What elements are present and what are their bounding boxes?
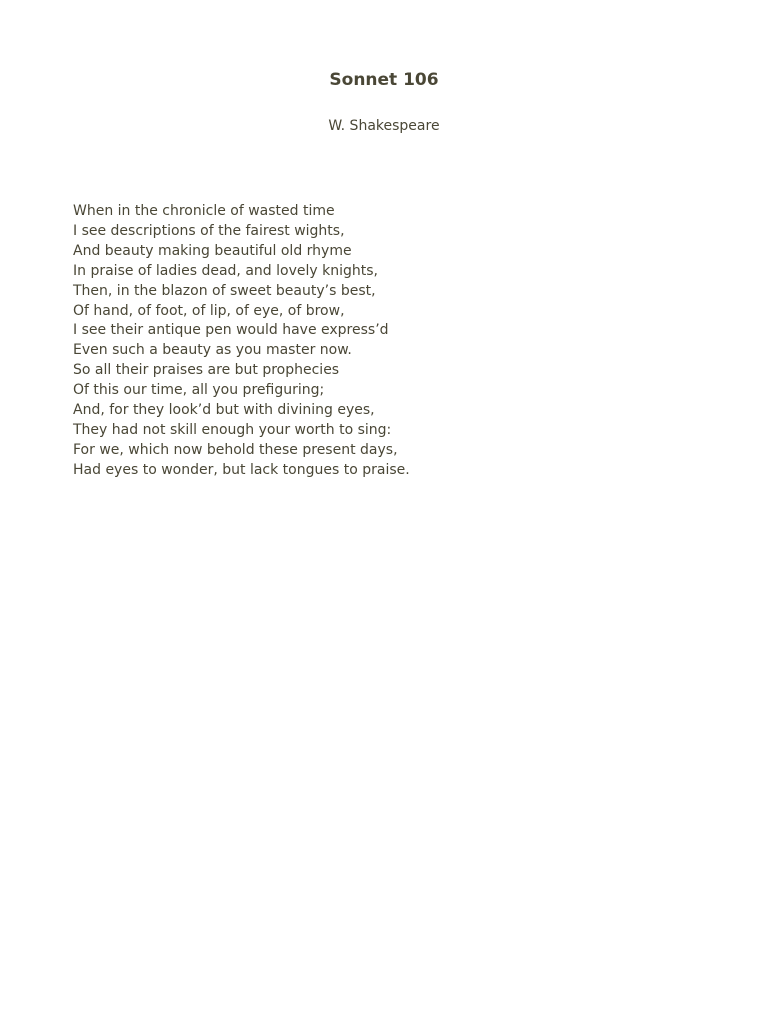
poem-line: So all their praises are but prophecies bbox=[73, 362, 340, 379]
poem-line: I see their antique pen would have express’d bbox=[73, 322, 389, 339]
poem-author: W. Shakespeare bbox=[328, 118, 440, 134]
poem-line: Then, in the blazon of sweet beauty’s best, bbox=[73, 282, 376, 299]
poem-line: They had not skill enough your worth to sing: bbox=[73, 421, 392, 438]
poem-line: For we, which now behold these present days, bbox=[73, 441, 398, 458]
poem-line: Had eyes to wonder, but lack tongues to praise. bbox=[73, 461, 410, 478]
poem-line: And beauty making beautiful old rhyme bbox=[73, 242, 352, 259]
poem-body bbox=[73, 202, 410, 481]
poem-line: I see descriptions of the fairest wights, bbox=[73, 222, 345, 239]
poem-line: In praise of ladies dead, and lovely knights, bbox=[73, 262, 378, 279]
poem-line: Of this our time, all you prefiguring; bbox=[73, 382, 325, 399]
poem-line: Even such a beauty as you master now. bbox=[73, 342, 352, 359]
poem-title: Sonnet 106 bbox=[329, 70, 439, 90]
poem-line: When in the chronicle of wasted time bbox=[73, 203, 335, 219]
poem-line: Of hand, of foot, of lip, of eye, of brow, bbox=[73, 302, 345, 319]
poem-line: And, for they look’d but with divining eyes, bbox=[73, 402, 375, 419]
